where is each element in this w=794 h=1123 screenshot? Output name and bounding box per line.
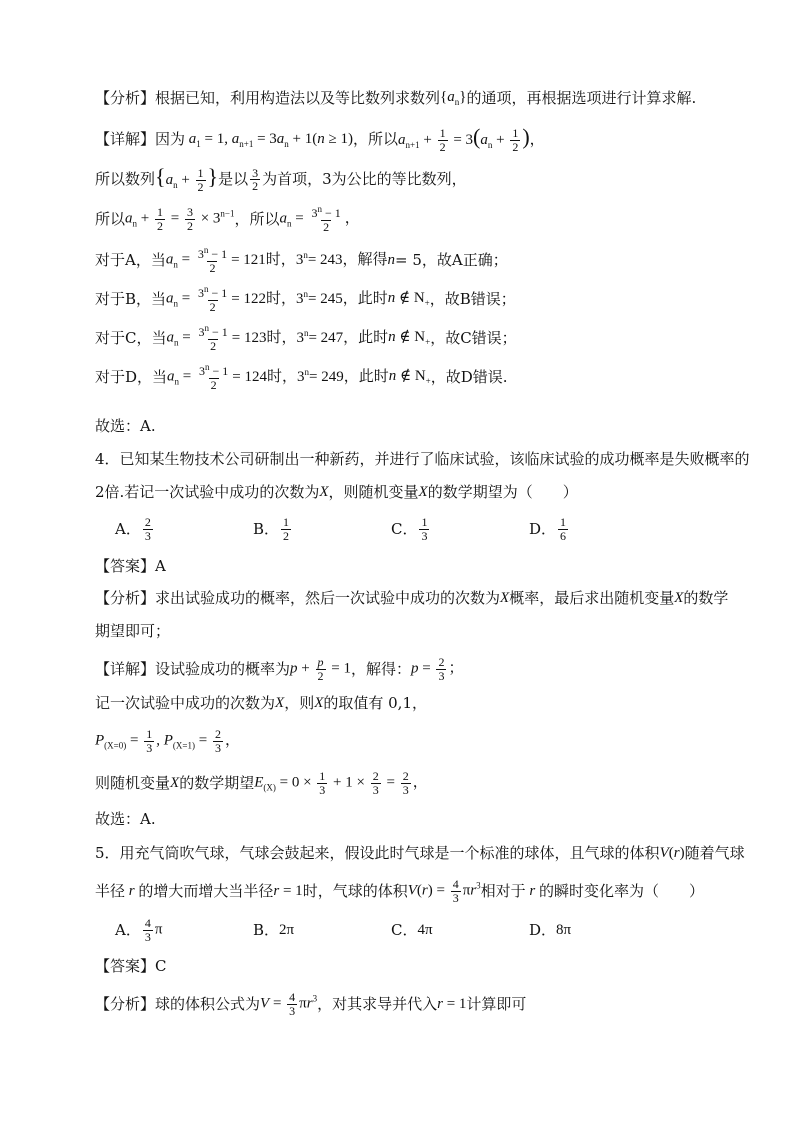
- q3-detail-text-2c: 为首项，3为公比的等比数列，: [262, 170, 467, 189]
- case-c-end: ，故C错误；: [430, 328, 517, 347]
- q4-detail-4b: 的数学期望: [179, 773, 255, 792]
- q3-detail-text-1a: 因为: [155, 130, 186, 149]
- q3-case-c: [95, 324, 517, 352]
- q4-option-b: [253, 516, 391, 542]
- case-b-notin: n ∉ $N_+$: [387, 289, 430, 308]
- option-label: C．: [391, 519, 418, 538]
- q4-option-c: [391, 516, 529, 542]
- q5-option-d: [529, 921, 571, 940]
- prob-solution: p = $\frac{2}{3}$ ；: [410, 655, 464, 683]
- option-label: B．: [253, 920, 280, 939]
- q5-answer: C: [155, 957, 167, 975]
- q4-choose: 故选：A.: [95, 810, 156, 828]
- q3-case-d: [95, 363, 508, 391]
- r-equals-one: r = 1: [273, 882, 303, 899]
- option-label: D．: [529, 920, 557, 939]
- q3-detail-text-3b: ，所以: [234, 209, 280, 228]
- q3-detail-line-3: [95, 205, 360, 233]
- case-c-formula: $a_n$ = $\frac{3^n - 1}{2}$: [166, 323, 228, 353]
- var-x: X: [500, 590, 510, 606]
- volume-formula: V(r) = $\frac{4}{3}$ $\pi r^3$: [407, 877, 481, 905]
- q4-analysis-a: 求出试验成功的概率，然后一次试验中成功的次数为: [155, 589, 501, 607]
- case-b-formula: $a_n$ = $\frac{3^n - 1}{2}$: [166, 284, 228, 314]
- option-label: D．: [529, 519, 557, 538]
- case-d-notin: n ∉ $N_+$: [388, 367, 431, 386]
- q3-detail-text-1b: ，所以: [353, 130, 399, 149]
- q5-analysis-c: 计算即可: [466, 994, 527, 1013]
- case-c-power: 3$^n$: [296, 328, 309, 347]
- answer-tag: 【答案】: [95, 557, 156, 575]
- q5-option-a: [115, 917, 253, 943]
- case-d-mid: = 124时，: [232, 368, 297, 385]
- q5-stem-2c: 时，气球的体积: [302, 881, 408, 900]
- case-a-prefix: 对于A，当: [95, 250, 166, 269]
- case-a-post: = 243，解得: [307, 251, 388, 268]
- detail-tag: 【详解】: [95, 130, 156, 149]
- q5-answer-line: [95, 957, 167, 976]
- first-term-fraction: $\frac{3}{2}$: [252, 165, 259, 194]
- q5-option-c: [391, 921, 529, 940]
- q5-analysis-line: [95, 991, 526, 1017]
- q3-detail-text-3a: 所以: [95, 209, 126, 228]
- q4-stem-text-c: 的数学期望为（ ）: [427, 483, 578, 501]
- q4-analysis-line-2: 期望即可；: [95, 622, 171, 640]
- var-x: X: [314, 695, 324, 711]
- q3-detail-line-2: [95, 166, 467, 194]
- q4-detail-4a: 则随机变量: [95, 773, 171, 792]
- q4-answer: A: [155, 557, 166, 575]
- q5-stem-2a: 半径: [95, 881, 126, 900]
- option-fraction: $\frac{1}{2}$: [283, 515, 290, 543]
- q4-stem-line-1: 4．已知某生物技术公司研制出一种新药，并进行了临床试验，该临床试验的成功概率是失败概率的: [95, 450, 750, 468]
- var-x: X: [418, 484, 428, 500]
- case-b-mid: = 122时，: [231, 290, 296, 307]
- r-equals-one: r = 1: [437, 995, 467, 1012]
- var-x: X: [170, 774, 180, 791]
- q4-analysis-b: 概率，最后求出随机变量: [509, 589, 675, 607]
- case-a-end: = 5，故A正确；: [395, 250, 508, 269]
- option-value: 8π: [556, 921, 572, 938]
- q4-option-a: [115, 516, 253, 542]
- analysis-tag: 【分析】: [95, 994, 156, 1013]
- case-d-formula: $a_n$ = $\frac{3^n - 1}{2}$: [167, 362, 229, 392]
- q3-analysis-text-a: 根据已知，利用构造法以及等比数列求数列: [155, 88, 441, 107]
- q5-stem-line-2: [95, 878, 704, 904]
- option-label: C．: [391, 920, 418, 939]
- case-c-prefix: 对于C，当: [95, 328, 167, 347]
- case-b-post: = 245，此时: [308, 290, 388, 307]
- q4-options: [115, 516, 570, 542]
- analysis-tag: 【分析】: [95, 88, 156, 107]
- case-c-notin: n ∉ $N_+$: [388, 328, 431, 347]
- q5-analysis-b: ，对其求导并代入: [317, 994, 438, 1013]
- q4-detail-line-2: [95, 694, 427, 713]
- q4-detail-2a: 记一次试验中成功的次数为: [95, 694, 276, 712]
- q4-stem-text-b: ，则随机变量: [328, 483, 419, 501]
- expectation-formula: $E_{(X)} = 0$ × $\frac{1}{3}$ + 1 × $\frac{2}{3}$ = $\frac{2}{3}$ ，: [254, 769, 428, 797]
- q3-analysis-line: [95, 88, 696, 108]
- option-fraction: $\frac{1}{3}$: [421, 515, 428, 543]
- case-c-post: = 247，此时: [308, 329, 389, 346]
- q5-stem-text-a: 5．用充气筒吹气球，气球会鼓起来，假设此时气球是一个标准的球体，且气球的体积: [95, 844, 660, 862]
- case-d-power: 3$^n$: [297, 367, 309, 386]
- q3-case-b: [95, 285, 516, 313]
- q4-option-d: [529, 516, 570, 542]
- q5-options: [115, 917, 571, 943]
- var-r: r: [525, 882, 539, 899]
- transformed-recurrence: $a_{n+1}$ + $\frac{1}{2}$ = $3(a_n$ + $\frac{1}{2}$ )，: [398, 124, 545, 155]
- q3-detail-line-1: [95, 126, 545, 154]
- q4-analysis-line-1: [95, 589, 728, 608]
- case-a-mid: = 121时，: [231, 251, 296, 268]
- sequence-expression: {$a_n$ + $\frac{1}{2}$ }: [155, 164, 219, 195]
- case-a-formula: $a_n$ = $\frac{3^n - 1}{2}$: [165, 245, 228, 275]
- q3-case-a: [95, 246, 508, 274]
- q4-detail-b: ，解得：: [350, 659, 411, 678]
- q4-detail-line-4: [95, 770, 428, 796]
- var-x: X: [275, 695, 285, 711]
- q3-analysis-text-b: 的通项，再根据选项进行计算求解.: [466, 88, 697, 107]
- q4-detail-2c: 的取值有 0,1，: [323, 694, 427, 712]
- analysis-tag: 【分析】: [95, 589, 156, 607]
- prob-equation: p + $\frac{p}{2}$ = 1: [290, 655, 351, 683]
- option-fraction: $\frac{2}{3}$: [144, 515, 151, 543]
- case-a-n: n: [387, 251, 396, 268]
- answer-tag: 【答案】: [95, 957, 156, 975]
- case-b-prefix: 对于B，当: [95, 289, 167, 308]
- case-d-prefix: 对于D，当: [95, 367, 168, 386]
- case-c-mid: = 123时，: [231, 329, 297, 346]
- case-a-power: 3$^n$: [295, 250, 308, 269]
- var-x: X: [674, 590, 684, 606]
- q3-detail-text-2a: 所以数列: [95, 170, 156, 189]
- q4-stem-line-2: [95, 483, 578, 502]
- option-label: A．: [115, 920, 141, 939]
- q4-detail-line-3: [95, 728, 240, 754]
- case-d-post: = 249，此时: [309, 368, 389, 385]
- q3-detail-text-2b: 是以: [218, 170, 249, 189]
- case-b-end: ，故B错误；: [429, 289, 516, 308]
- q5-stem-2b: 的增大而增大当半径: [138, 881, 274, 900]
- recurrence-formula: $a_1 = 1$, $a_{n+1} = 3a_n + 1(n \ge 1)$: [188, 130, 353, 149]
- seq-an-symbol: $\{a_n\}$: [440, 89, 467, 107]
- probability-values: $P_{(X=0)}$ = $\frac{1}{3}$ , $P_{(X=1)}$ = $\frac{2}{3}$ ，: [95, 727, 240, 755]
- option-fraction: $\frac{1}{6}$: [560, 515, 567, 543]
- q5-analysis-a: 球的体积公式为: [155, 994, 261, 1013]
- sphere-volume-formula: V = $\frac{4}{3}$ $\pi r^3$: [260, 990, 318, 1018]
- case-b-power: 3$^n$: [296, 289, 308, 308]
- option-label: B．: [253, 519, 280, 538]
- q5-stem-text-b: 随着气球: [684, 844, 745, 862]
- case-d-end: ，故D错误.: [430, 367, 508, 386]
- q5-stem-2e: 的瞬时变化率为（ ）: [538, 881, 704, 900]
- option-value: 4π: [417, 921, 433, 938]
- q4-analysis-c: 的数学: [683, 589, 729, 607]
- general-term-step: $a_n$ + $\frac{1}{2}$ = $\frac{3}{2}$ × $3^{n-1}$: [125, 205, 235, 233]
- volume-fn: V(r): [659, 845, 685, 861]
- detail-tag: 【详解】: [95, 659, 156, 678]
- q5-stem-line-1: [95, 844, 745, 863]
- option-value: 2π: [279, 921, 295, 938]
- q4-stem-text-a: 2倍.若记一次试验中成功的次数为: [95, 483, 320, 501]
- var-x: X: [319, 484, 329, 500]
- general-term-formula: $a_n$ = $\frac{3^n - 1}{2}$ ，: [279, 204, 360, 234]
- q4-detail-line-1: [95, 656, 463, 682]
- option-value: $\frac{4}{3}$ π: [144, 916, 163, 944]
- q4-detail-2b: ，则: [284, 694, 315, 712]
- q3-choose: 故选：A.: [95, 417, 156, 435]
- option-label: A．: [115, 519, 141, 538]
- q5-option-b: [253, 921, 391, 940]
- q5-stem-2d: 相对于: [480, 881, 526, 900]
- q4-detail-a: 设试验成功的概率为: [155, 659, 291, 678]
- var-r: r: [125, 882, 139, 899]
- q4-answer-line: [95, 557, 166, 576]
